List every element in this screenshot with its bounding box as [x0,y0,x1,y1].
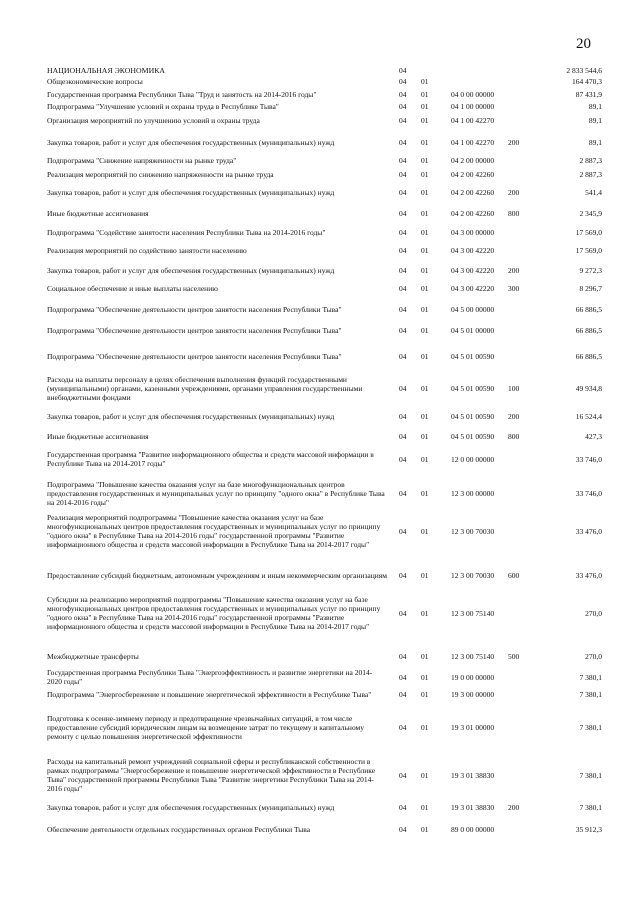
row-expense-type: 200 [508,188,520,197]
row-section-code: 04 [399,690,407,699]
row-target-article: 04 3 00 00000 [451,228,495,237]
row-amount: 2 887,3 [579,170,602,179]
row-subsection-code: 01 [421,284,429,293]
row-amount: 2 345,9 [579,209,602,218]
row-name: Социальное обеспечение и иные выплаты населению [47,284,218,293]
row-subsection-code: 01 [421,77,429,86]
row-expense-type: 200 [508,138,520,147]
row-expense-type: 300 [508,284,520,293]
row-section-code: 04 [399,305,407,314]
row-amount: 427,3 [585,432,602,441]
row-section-code: 04 [399,209,407,218]
row-name: Субсидии на реализацию мероприятий подпрограммы "Повышение качества оказания услуг на базе многофункциональных центров предоставления государственных и муниципальных услуг по принципу "одного окна" в Республике Тыва на 2014-2016 годы" государственной программы "Развитие информационного общества и средств массовой информации в Республике Тыва на 2014-2017 годы" [47,595,381,631]
row-section-code: 04 [399,246,407,255]
row-amount: 9 272,3 [579,266,602,275]
row-amount: 89,1 [588,138,602,147]
row-section-code: 04 [399,326,407,335]
page-number: 20 [576,36,591,52]
row-name: Реализация мероприятий подпрограммы "Повышение качества оказания услуг на базе многофункциональных центров предоставления государственных и муниципальных услуг по принципу "одного окна" в Республике Тыва на 2014-2016 годы" государственной программы "Развитие информационного общества и средств массовой информации в Республике Тыва на 2014-2017 годы" [47,513,381,549]
row-amount: 33 746,0 [575,489,602,498]
row-amount: 33 476,0 [575,571,602,580]
row-name: Подпрограмма "Улучшение условий и охраны труда в Республике Тыва" [47,102,279,111]
row-subsection-code: 01 [421,771,429,780]
row-name: Государственная программа Республики Тыва "Труд и занятость на 2014-2016 годы" [47,90,317,99]
row-name: Организация мероприятий по улучшению условий и охраны труда [47,116,260,125]
row-section-code: 04 [399,102,407,111]
row-amount: 7 380,1 [579,803,602,812]
row-name: Государственная программа Республики Тыва "Энергоэффективность и развитие энергетики на 2014-2020 годы" [47,668,373,686]
row-subsection-code: 01 [421,90,429,99]
row-target-article: 04 2 00 42260 [451,188,495,197]
row-name: Закупка товаров, работ и услуг для обеспечения государственных (муниципальных) нужд [47,803,335,812]
row-section-code: 04 [399,266,407,275]
row-target-article: 19 3 00 00000 [451,690,495,699]
row-section-code: 04 [399,673,407,682]
row-name: Межбюджетные трансферты [47,652,139,661]
row-name: Общеэкономические вопросы [47,77,143,86]
row-amount: 66 886,5 [575,352,602,361]
row-section-code: 04 [399,412,407,421]
row-subsection-code: 01 [421,266,429,275]
row-name: Расходы на выплаты персоналу в целях обеспечения выполнения функций государственными (муниципальными) органами, казенными учреждениями, органами управления государственными внебюджетными фондами [47,375,363,402]
row-expense-type: 200 [508,266,520,275]
row-subsection-code: 01 [421,116,429,125]
row-amount: 7 380,1 [579,771,602,780]
row-target-article: 12 3 00 00000 [451,489,495,498]
row-amount: 33 746,0 [575,455,602,464]
row-expense-type: 800 [508,209,520,218]
row-name: Подпрограмма "Повышение качества оказания услуг на базе многофункциональных центров предоставления государственных и муниципальных услуг по принципу "одного окна" в Республике Тыва на 2014-2016 годы" [47,480,385,507]
row-target-article: 19 3 01 38830 [451,771,495,780]
row-name: Закупка товаров, работ и услуг для обеспечения государственных (муниципальных) нужд [47,266,335,275]
row-subsection-code: 01 [421,246,429,255]
row-amount: 89,1 [588,116,602,125]
row-subsection-code: 01 [421,138,429,147]
row-subsection-code: 01 [421,690,429,699]
row-subsection-code: 01 [421,609,429,618]
row-amount: 66 886,5 [575,305,602,314]
row-expense-type: 800 [508,432,520,441]
row-amount: 35 912,3 [575,825,602,834]
row-target-article: 04 2 00 42260 [451,170,495,179]
row-section-code: 04 [399,455,407,464]
row-target-article: 12 0 00 00000 [451,455,495,464]
row-target-article: 04 5 01 00590 [451,432,495,441]
row-section-code: 04 [399,77,407,86]
row-target-article: 12 3 00 70030 [451,571,495,580]
row-section-code: 04 [399,771,407,780]
row-section-code: 04 [399,352,407,361]
row-subsection-code: 01 [421,209,429,218]
row-name: Подпрограмма "Обеспечение деятельности центров занятости населения Республики Тыва" [47,305,342,314]
row-amount: 2 887,3 [579,156,602,165]
row-target-article: 04 2 00 00000 [451,156,495,165]
row-subsection-code: 01 [421,652,429,661]
row-section-code: 04 [399,609,407,618]
row-subsection-code: 01 [421,825,429,834]
row-target-article: 04 3 00 42220 [451,284,495,293]
row-subsection-code: 01 [421,326,429,335]
row-section-code: 04 [399,489,407,498]
row-name: Реализация мероприятий по снижению напряженности на рынке труда [47,170,274,179]
row-subsection-code: 01 [421,489,429,498]
row-name: Подпрограмма "Содействие занятости населения Республики Тыва на 2014-2016 годы" [47,228,326,237]
row-section-code: 04 [399,228,407,237]
row-section-code: 04 [399,384,407,393]
row-target-article: 89 0 00 00000 [451,825,495,834]
row-target-article: 04 2 00 42260 [451,209,495,218]
row-amount: 7 380,1 [579,723,602,732]
row-section-code: 04 [399,432,407,441]
row-target-article: 04 5 01 00000 [451,326,495,335]
row-target-article: 04 5 00 00000 [451,305,495,314]
row-subsection-code: 01 [421,156,429,165]
row-section-code: 04 [399,803,407,812]
row-section-code: 04 [399,90,407,99]
row-name: Подготовка к осенне-зимнему периоду и предотвращение чрезвычайных ситуаций, в том числе предоставление субсидий юридическим лицам на возмещение затрат по текущему и капитальному ремонту с целью повышения энергетической эффективности [47,714,365,741]
row-subsection-code: 01 [421,384,429,393]
row-name: Иные бюджетные ассигнования [47,209,149,218]
row-name: Подпрограмма "Снижение напряженности на рынке труда" [47,156,237,165]
row-target-article: 19 3 01 38830 [451,803,495,812]
row-subsection-code: 01 [421,102,429,111]
row-expense-type: 200 [508,803,520,812]
row-expense-type: 500 [508,652,520,661]
row-section-code: 04 [399,527,407,536]
row-target-article: 04 1 00 00000 [451,102,495,111]
row-name: Закупка товаров, работ и услуг для обеспечения государственных (муниципальных) нужд [47,138,335,147]
row-section-code: 04 [399,66,407,75]
row-name: Реализация мероприятий по содействию занятости населению [47,246,247,255]
row-subsection-code: 01 [421,432,429,441]
row-amount: 17 569,0 [575,228,602,237]
row-amount: 16 524,4 [575,412,602,421]
row-amount: 164 470,3 [572,77,602,86]
row-target-article: 04 5 01 00590 [451,352,495,361]
row-name: Подпрограмма "Обеспечение деятельности центров занятости населения Республики Тыва" [47,352,342,361]
row-section-code: 04 [399,188,407,197]
row-target-article: 04 3 00 42220 [451,266,495,275]
row-section-code: 04 [399,652,407,661]
row-target-article: 04 5 01 00590 [451,412,495,421]
row-amount: 8 296,7 [579,284,602,293]
row-target-article: 19 0 00 00000 [451,673,495,682]
row-name: Расходы на капитальный ремонт учреждений социальной сферы и республиканской собственности в рамках подпрограммы "Энергосбережение и повышение энергетической эффективности в Республике Тыва" государственной программы Республики Тыва "Развитие энергетики Республики Тыва на 2014-2016 годы" [47,757,376,793]
row-target-article: 12 3 00 75140 [451,652,495,661]
row-section-code: 04 [399,170,407,179]
row-amount: 33 476,0 [575,527,602,536]
row-amount: 49 934,8 [575,384,602,393]
row-name: Государственная программа "Развитие информационного общества и средств массовой информации в Республике Тыва на 2014-2017 годы" [47,450,374,468]
row-expense-type: 600 [508,571,520,580]
row-amount: 7 380,1 [579,673,602,682]
row-amount: 2 833 544,6 [566,66,602,75]
row-target-article: 04 1 00 42270 [451,138,495,147]
row-subsection-code: 01 [421,352,429,361]
row-section-code: 04 [399,156,407,165]
row-subsection-code: 01 [421,527,429,536]
row-target-article: 19 3 01 00000 [451,723,495,732]
row-subsection-code: 01 [421,673,429,682]
row-subsection-code: 01 [421,305,429,314]
row-section-code: 04 [399,571,407,580]
row-expense-type: 200 [508,412,520,421]
row-target-article: 12 3 00 75140 [451,609,495,618]
row-name: Закупка товаров, работ и услуг для обеспечения государственных (муниципальных) нужд [47,412,335,421]
row-subsection-code: 01 [421,571,429,580]
row-amount: 541,4 [585,188,602,197]
row-name: Подпрограмма "Энергосбережение и повышение энергетической эффективности в Республике Тыва" [47,690,372,699]
row-section-code: 04 [399,723,407,732]
row-name: НАЦИОНАЛЬНАЯ ЭКОНОМИКА [47,66,166,75]
row-name: Подпрограмма "Обеспечение деятельности центров занятости населения Республики Тыва" [47,326,342,335]
row-amount: 7 380,1 [579,690,602,699]
row-name: Предоставление субсидий бюджетным, автономным учреждениям и иным некоммерческим организациям [47,571,387,580]
row-target-article: 04 3 00 42220 [451,246,495,255]
row-subsection-code: 01 [421,228,429,237]
row-section-code: 04 [399,825,407,834]
row-amount: 87 431,9 [575,90,602,99]
row-target-article: 04 5 01 00590 [451,384,495,393]
row-subsection-code: 01 [421,188,429,197]
row-amount: 270,0 [585,652,602,661]
row-target-article: 04 0 00 00000 [451,90,495,99]
row-subsection-code: 01 [421,412,429,421]
row-subsection-code: 01 [421,455,429,464]
row-amount: 17 569,0 [575,246,602,255]
row-target-article: 12 3 00 70030 [451,527,495,536]
row-section-code: 04 [399,116,407,125]
row-subsection-code: 01 [421,170,429,179]
row-amount: 89,1 [588,102,602,111]
row-name: Закупка товаров, работ и услуг для обеспечения государственных (муниципальных) нужд [47,188,335,197]
row-expense-type: 100 [508,384,520,393]
row-section-code: 04 [399,138,407,147]
row-name: Обеспечение деятельности отдельных государственных органов Республики Тыва [47,825,311,834]
row-target-article: 04 1 00 42270 [451,116,495,125]
row-subsection-code: 01 [421,723,429,732]
row-name: Иные бюджетные ассигнования [47,432,149,441]
row-section-code: 04 [399,284,407,293]
row-amount: 270,0 [585,609,602,618]
row-amount: 66 886,5 [575,326,602,335]
row-subsection-code: 01 [421,803,429,812]
